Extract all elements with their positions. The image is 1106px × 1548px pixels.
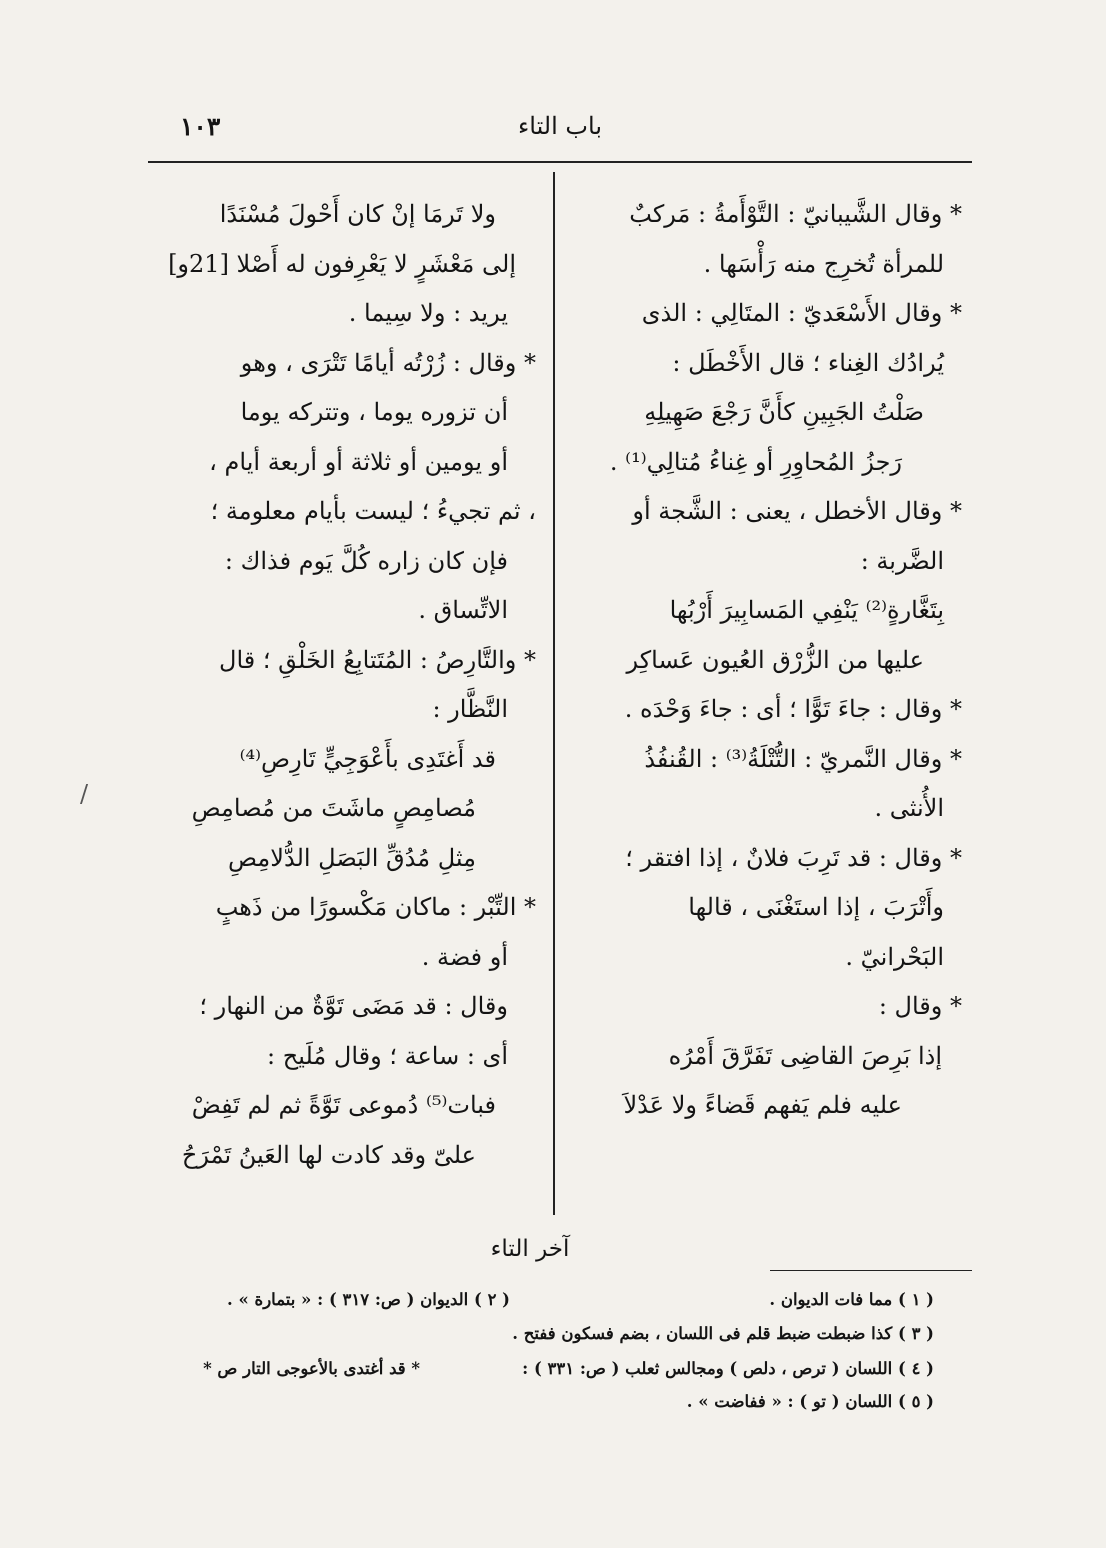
verse-line: مُصامِصٍ ماشَتَ من مُصامِصِ bbox=[191, 794, 476, 822]
text-line: وأَتْرَبَ ، إذا استَغْنَى ، قالها bbox=[688, 893, 944, 921]
text-line: أو فضة . bbox=[421, 942, 508, 971]
page-number: ١٠٣ bbox=[180, 112, 221, 141]
text-line: * والتَّارِصُ : المُتَتابِعُ الخَلْقِ ؛ قال bbox=[219, 645, 536, 674]
text-line: النَّظَّار : bbox=[432, 695, 508, 723]
text-line: يريد : ولا سِيما . bbox=[348, 299, 508, 327]
verse-line: صَلْتُ الجَبِينِ كأَنَّ رَجْعَ صَهِيلِهِ bbox=[644, 398, 924, 426]
column-divider bbox=[553, 172, 555, 1215]
verse-line: مِثلِ مُدُقِّ البَصَلِ الدُّلامِصِ bbox=[228, 843, 476, 872]
verse-line: ولا تَرمَا إنْ كان أَحْولَ مُسْنَدًا bbox=[219, 200, 496, 228]
verse-line: قد أَغتَدِى بأَعْوَجِيٍّ تَارِصِ⁽⁴⁾ bbox=[239, 744, 496, 773]
verse-line: إلى مَعْشَرٍ لا يَعْرِفون له أَصْلا [21و] bbox=[168, 249, 516, 278]
verse-line: إذا بَرِصَ القاضِى تَفَرَّقَ أَمْرُه bbox=[668, 1041, 942, 1070]
text-line: الأُنثى . bbox=[874, 794, 944, 822]
text-line: * وقال الأخطل ، يعنى : الشَّجة أو bbox=[632, 497, 962, 525]
verse-line: رَجزُ المُحاوِرِ أو غِناءُ مُتالِي⁽¹⁾ . bbox=[609, 447, 902, 476]
verse-line: فبات⁽⁵⁾ دُموعى تَوَّةً ثم لم تَفِضْ bbox=[191, 1091, 496, 1119]
text-line: ، ثم تجيءُ ؛ ليست بأيام معلومة ؛ bbox=[210, 497, 536, 525]
text-line: * وقال : قد تَرِبَ فلانٌ ، إذا افتقر ؛ bbox=[625, 843, 962, 872]
text-line: * وقال الأَسْعَديّ : المتَالِي : الذى bbox=[641, 299, 962, 327]
header-rule bbox=[148, 161, 972, 163]
text-line: فإن كان زاره كُلَّ يَوم فذاك : bbox=[224, 546, 508, 575]
footnote-rule bbox=[770, 1270, 972, 1271]
text-line: البَحْرانيّ . bbox=[845, 942, 944, 971]
verse-line: علىّ وقد كادت لها العَينُ تَمْرَحُ bbox=[181, 1140, 476, 1169]
footnote-4: ( ٤ ) اللسان ( ترص ، دلص ) ومجالس ثعلب ( ص: ٣٣١ ) : bbox=[522, 1359, 934, 1378]
text-line: * وقال : bbox=[878, 992, 962, 1020]
text-line: * وقال : زُرْتُه أيامًا تَتْرَى ، وهو bbox=[240, 348, 536, 377]
text-line: للمرأة تُخرِج منه رَأْسَها . bbox=[703, 249, 944, 278]
footnote-5: ( ٥ ) اللسان ( تو ) : « ففاضت » . bbox=[686, 1392, 934, 1411]
text-line: * وقال : جاءَ تَوًّا ؛ أى : جاءَ وَحْدَه . bbox=[624, 695, 962, 723]
text-line: يُرادُك الغِناء ؛ قال الأَخْطَل : bbox=[672, 348, 944, 377]
verse-line: عليها من الزُّرْق العُيون عَساكِر bbox=[626, 645, 924, 674]
section-end-note: آخر التاء bbox=[490, 1236, 570, 1262]
footnote-4-verse: * قد أغتدى بالأعوجى التار ص * bbox=[203, 1359, 420, 1378]
footnote-1: ( ١ ) مما فات الديوان . bbox=[769, 1290, 934, 1309]
text-line: أن تزوره يوما ، وتتركه يوما bbox=[240, 398, 508, 426]
text-line: * التِّبْر : ماكان مَكْسورًا من ذَهبٍ bbox=[215, 893, 536, 921]
text-line: أو يومين أو ثلاثة أو أربعة أيام ، bbox=[209, 447, 508, 476]
footnote-3: ( ٣ ) كذا ضبطت ضبط قلم فى اللسان ، بضم فسكون ففتح . bbox=[512, 1324, 934, 1343]
footnote-2: ( ٢ ) الديوان ( ص: ٣١٧ ) : « بتمارة » . bbox=[227, 1290, 510, 1309]
text-line: الضَّربة : bbox=[860, 546, 944, 575]
text-line: الاتِّساق . bbox=[418, 596, 508, 624]
verse-line: بِتَغَّارةٍ⁽²⁾ يَنْفِي المَسابِيرَ أَرْبُها bbox=[669, 596, 944, 624]
text-line: أى : ساعة ؛ وقال مُلَيح : bbox=[267, 1041, 508, 1070]
text-line: * وقال الشَّيبانيّ : التَّوْأَمةُ : مَركبٌ bbox=[629, 200, 962, 228]
right-column bbox=[578, 190, 962, 1131]
text-line: وقال : قد مَضَى تَوَّةٌ من النهار ؛ bbox=[199, 992, 508, 1020]
verse-line: عليه فلم يَفهم قَضاءً ولا عَدْلاَ bbox=[623, 1091, 902, 1119]
text-line: * وقال النَّمريّ : التُّتْلَةُ⁽³⁾ : القُنفُذُ bbox=[644, 744, 962, 773]
scan-mark: / bbox=[80, 780, 89, 808]
page-header bbox=[148, 112, 972, 152]
chapter-title: باب التاء bbox=[517, 112, 603, 140]
left-column bbox=[150, 190, 536, 1180]
